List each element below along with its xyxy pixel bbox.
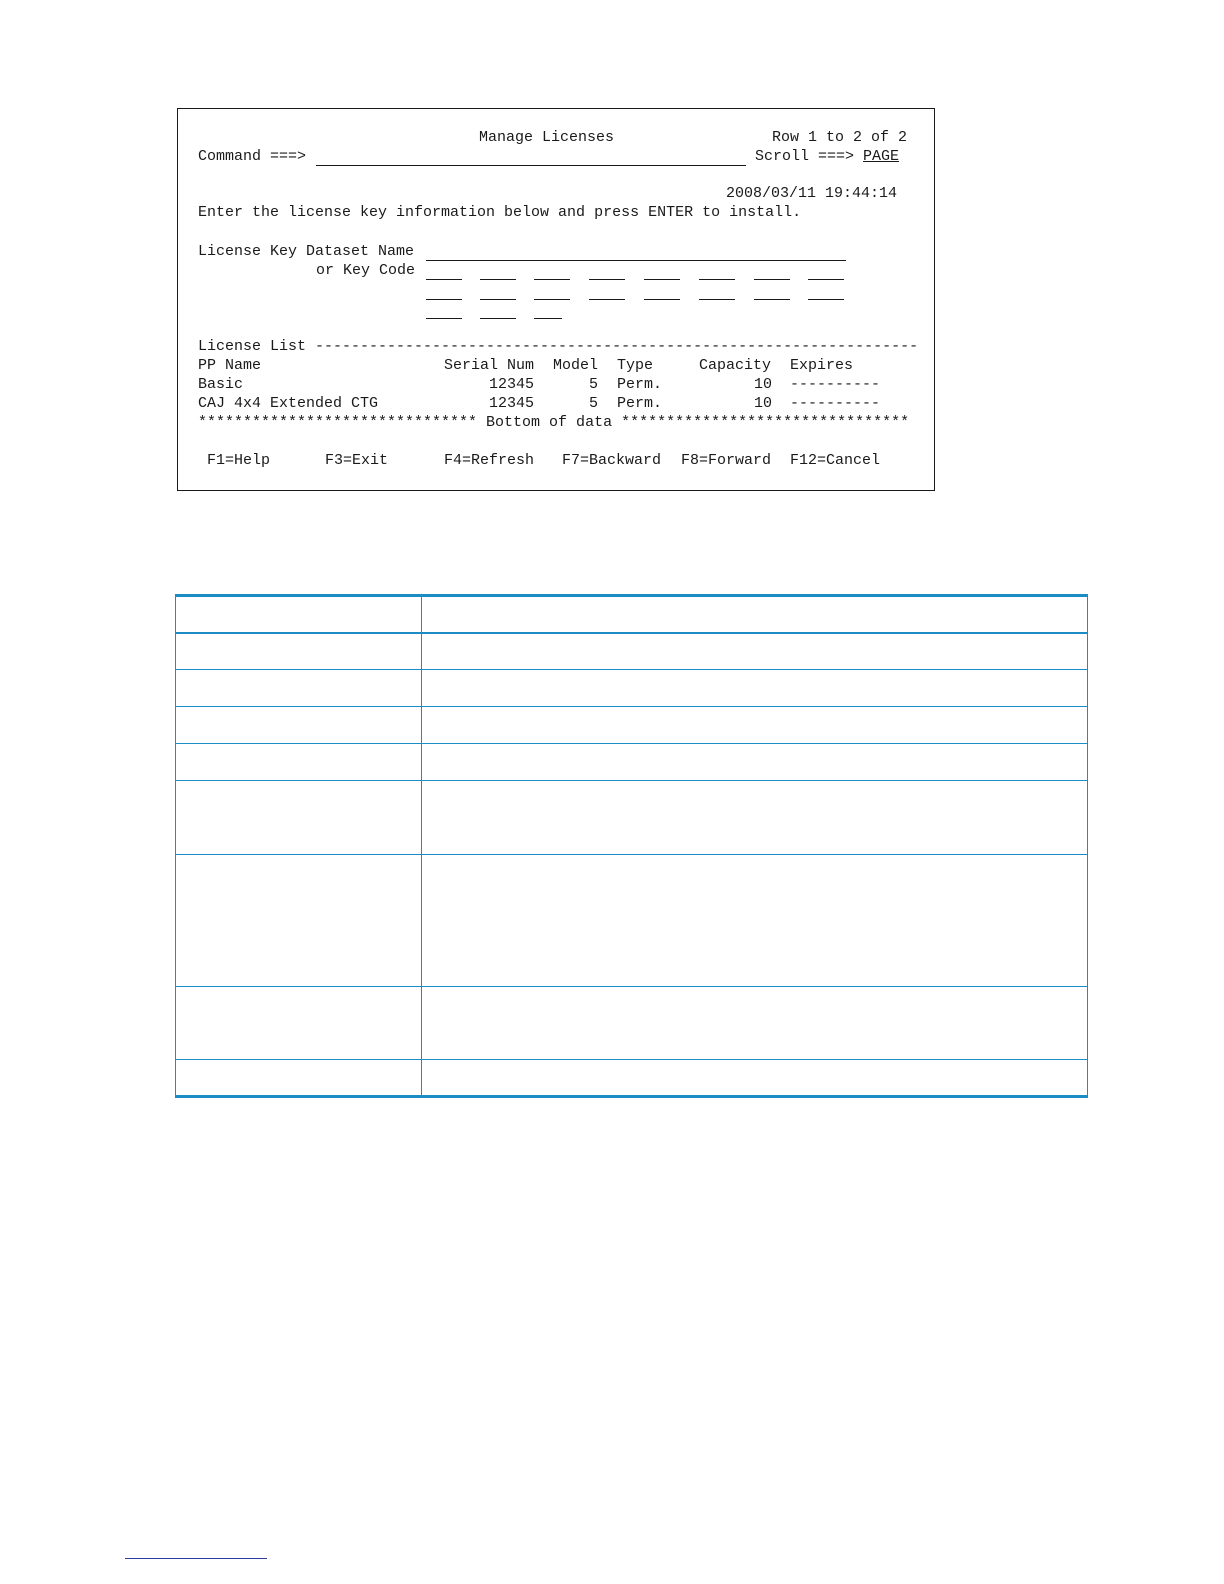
f8-forward-key[interactable]: F8=Forward <box>681 452 772 469</box>
license-model: 5 <box>589 395 599 412</box>
license-type: Perm. <box>617 395 663 412</box>
f3-exit-key[interactable]: F3=Exit <box>325 452 389 469</box>
column-header-serial: Serial Num <box>444 357 535 374</box>
field-description-table <box>175 594 1088 1098</box>
key-code-field[interactable] <box>644 262 680 280</box>
f1-help-key[interactable]: F1=Help <box>207 452 271 469</box>
key-code-field[interactable] <box>534 262 570 280</box>
key-code-field[interactable] <box>426 301 462 319</box>
key-code-field[interactable] <box>426 262 462 280</box>
f12-cancel-key[interactable]: F12=Cancel <box>790 452 881 469</box>
column-header-capacity: Capacity <box>699 357 772 374</box>
key-code-field[interactable] <box>808 282 844 300</box>
license-list-header: License List ------------------------------------------------------------------- <box>198 338 919 355</box>
instruction-text: Enter the license key information below and press ENTER to install. <box>198 204 802 221</box>
table-header-row <box>175 597 1088 633</box>
column-header-expires: Expires <box>790 357 854 374</box>
key-code-field[interactable] <box>754 262 790 280</box>
manage-licenses-screen <box>177 108 935 491</box>
row-indicator: Row 1 to 2 of 2 <box>772 129 908 146</box>
key-code-field[interactable] <box>589 282 625 300</box>
table-row <box>175 987 1088 1059</box>
license-expires: ---------- <box>790 395 881 412</box>
license-type: Perm. <box>617 376 663 393</box>
key-code-field[interactable] <box>480 301 516 319</box>
key-code-label: or Key Code <box>316 262 416 279</box>
footer-link-underline[interactable] <box>125 1558 267 1559</box>
column-header-model: Model <box>553 357 599 374</box>
column-header-type: Type <box>617 357 654 374</box>
key-code-field[interactable] <box>754 282 790 300</box>
key-code-field[interactable] <box>699 262 735 280</box>
table-row <box>175 1060 1088 1095</box>
license-model: 5 <box>589 376 599 393</box>
table-row <box>175 670 1088 706</box>
key-code-field[interactable] <box>480 262 516 280</box>
column-header-pp-name: PP Name <box>198 357 262 374</box>
table-row <box>175 707 1088 743</box>
key-code-field[interactable] <box>534 301 562 319</box>
dataset-name-input[interactable] <box>426 243 846 261</box>
key-code-field[interactable] <box>589 262 625 280</box>
table-header-cell <box>175 597 421 633</box>
table-row <box>175 634 1088 669</box>
command-input[interactable] <box>316 148 746 166</box>
license-serial: 12345 <box>489 395 535 412</box>
key-code-field[interactable] <box>699 282 735 300</box>
license-serial: 12345 <box>489 376 535 393</box>
scroll-input[interactable]: PAGE <box>863 148 900 165</box>
scroll-label: Scroll ===> <box>755 148 855 165</box>
table-bottom-border <box>175 1095 1088 1098</box>
table-header-cell <box>422 597 1088 633</box>
screen-title: Manage Licenses <box>479 129 615 146</box>
f4-refresh-key[interactable]: F4=Refresh <box>444 452 535 469</box>
f7-backward-key[interactable]: F7=Backward <box>562 452 662 469</box>
key-code-field[interactable] <box>644 282 680 300</box>
table-row <box>175 855 1088 986</box>
command-label: Command ===> <box>198 148 307 165</box>
bottom-of-data-marker: ******************************* Bottom of data ******************************** <box>198 414 910 431</box>
license-pp-name: CAJ 4x4 Extended CTG <box>198 395 379 412</box>
dataset-name-label: License Key Dataset Name <box>198 243 415 260</box>
license-capacity: 10 <box>754 395 773 412</box>
key-code-field[interactable] <box>426 282 462 300</box>
license-pp-name: Basic <box>198 376 244 393</box>
key-code-field[interactable] <box>808 262 844 280</box>
table-row <box>175 744 1088 780</box>
key-code-field[interactable] <box>480 282 516 300</box>
datetime: 2008/03/11 19:44:14 <box>726 185 898 202</box>
table-row <box>175 781 1088 854</box>
license-capacity: 10 <box>754 376 773 393</box>
license-expires: ---------- <box>790 376 881 393</box>
key-code-field[interactable] <box>534 282 570 300</box>
